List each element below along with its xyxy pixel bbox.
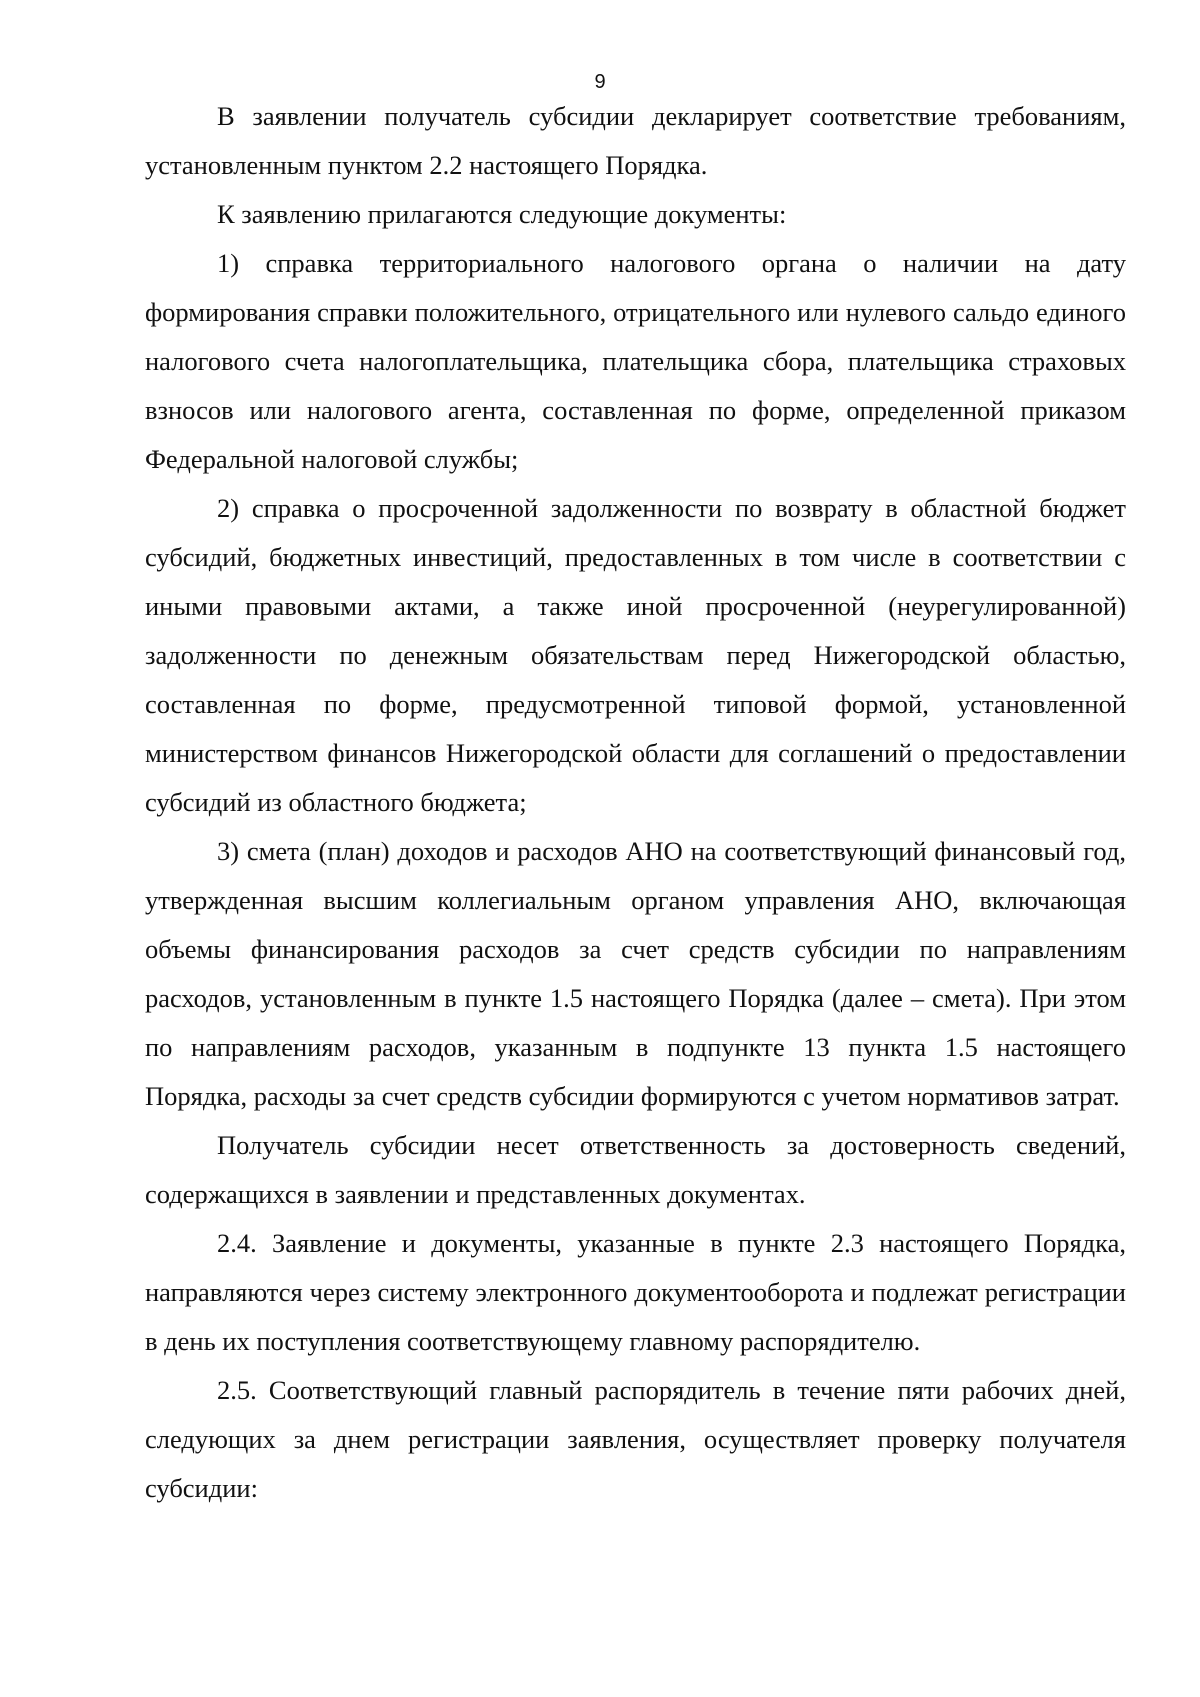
paragraph-item-2: 2) справка о просроченной задолженности по возврату в областной бюджет субсидий, бюджетных инвестиций, предоставленных в том числе в соответствии с иными правовыми актами, а также иной просроченной (неурегулированной) задолженности по денежным обязательствам перед Нижегородской областью, составленная по форме, предусмотренной типовой формой, установленной министерством финансов Нижегородской области для соглашений о предоставлении субсидий из областного бюджета;: [145, 493, 1126, 817]
paragraph-documents-intro: К заявлению прилагаются следующие документы:: [217, 199, 787, 229]
page-number: 9: [594, 71, 606, 93]
paragraph-responsibility: Получатель субсидии несет ответственность за достоверность сведений, содержащихся в заявлении и представленных документах.: [145, 1130, 1126, 1209]
paragraph-2-4: 2.4. Заявление и документы, указанные в пункте 2.3 настоящего Порядка, направляются через систему электронного документооборота и подлежат регистрации в день их поступления соответствующему главному распорядителю.: [145, 1228, 1126, 1356]
paragraph-2-5: 2.5. Соответствующий главный распорядитель в течение пяти рабочих дней, следующих за днем регистрации заявления, осуществляет проверку получателя субсидии:: [145, 1375, 1126, 1503]
document-body: [145, 92, 1126, 1513]
paragraph-item-1: 1) справка территориального налогового органа о наличии на дату формирования справки положительного, отрицательного или нулевого сальдо единого налогового счета налогоплательщика, плательщика сбора, плательщика страховых взносов или налогового агента, составленная по форме, определенной приказом Федеральной налоговой службы;: [145, 248, 1126, 474]
paragraph-item-3: 3) смета (план) доходов и расходов АНО на соответствующий финансовый год, утвержденная высшим коллегиальным органом управления АНО, включающая объемы финансирования расходов за счет средств субсидии по направлениям расходов, установленным в пункте 1.5 настоящего Порядка (далее – смета). При этом по направлениям расходов, указанным в подпункте 13 пункта 1.5 настоящего Порядка, расходы за счет средств субсидии формируются с учетом нормативов затрат.: [145, 836, 1126, 1111]
paragraph-declaration: В заявлении получатель субсидии декларирует соответствие требованиям, установленным пунктом 2.2 настоящего Порядка.: [145, 101, 1126, 180]
